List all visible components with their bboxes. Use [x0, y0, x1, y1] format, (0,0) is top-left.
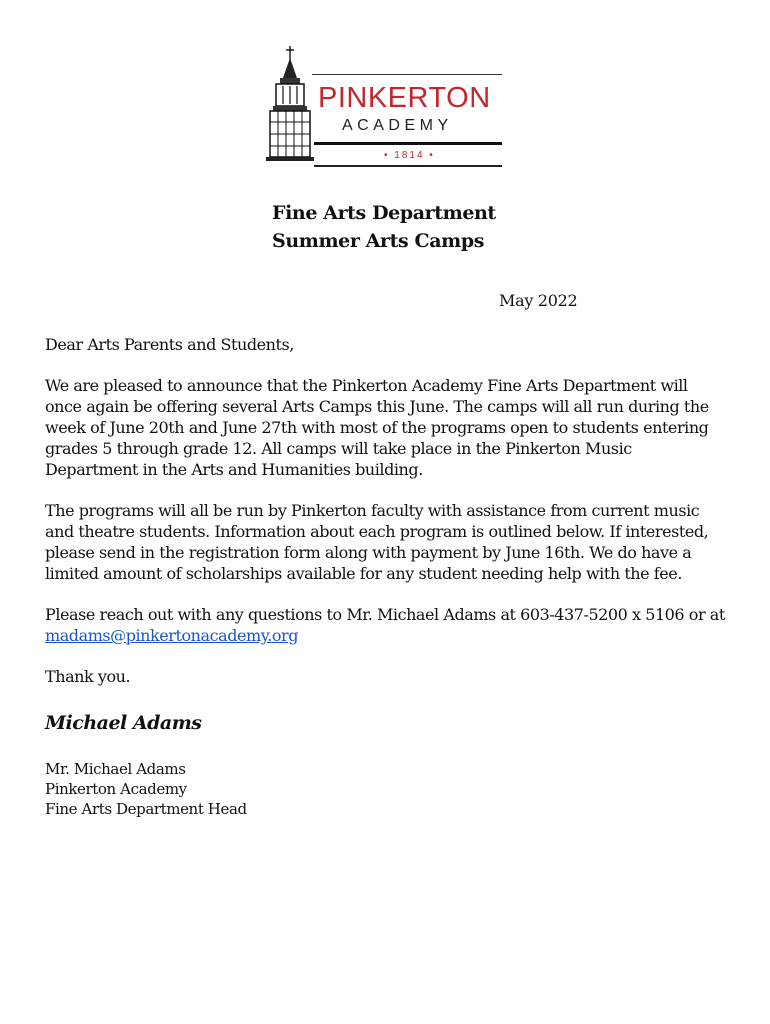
bell-tower-icon: [264, 44, 320, 162]
signature-block: [45, 759, 247, 819]
paragraph-programs: The programs will all be run by Pinkerton faculty with assistance from current music and theatre students. Information about each program is outlined below. If interested, please send in the registration form along with payment by June 16th. We do have a limited amount of scholarships available for any student needing help with the fee.: [45, 501, 709, 583]
contact-text: Please reach out with any questions to Mr. Michael Adams at 603-437-5200 x 5106 or at: [45, 605, 725, 624]
closing: Thank you.: [45, 667, 131, 686]
signer-title: Fine Arts Department Head: [45, 800, 247, 818]
pinkerton-logo: [264, 44, 506, 168]
paragraph-announcement: We are pleased to announce that the Pinkerton Academy Fine Arts Department will once again be offering several Arts Camps this June. The camps will all run during the week of June 20th and June 27th with most of the programs open to students entering grades 5 through grade 12. All camps will take place in the Pinkerton Music Department in the Arts and Humanities building.: [45, 376, 709, 479]
heading-title: Summer Arts Camps: [272, 230, 485, 252]
paragraph-contact: [45, 604, 725, 646]
logo-rule-mid: [314, 142, 502, 145]
logo-year: • 1814 •: [384, 150, 435, 161]
signer-name: Mr. Michael Adams: [45, 760, 186, 778]
logo-rule-top: [312, 74, 502, 75]
document-heading: [272, 199, 496, 255]
heading-department: Fine Arts Department: [272, 202, 496, 224]
logo-subtitle: ACADEMY: [342, 117, 453, 134]
logo-rule-bottom: [314, 165, 502, 167]
email-link[interactable]: madams@pinkertonacademy.org: [45, 626, 299, 645]
letter-body: [45, 334, 725, 707]
signer-organization: Pinkerton Academy: [45, 780, 187, 798]
letter-date: May 2022: [499, 291, 578, 310]
handwritten-signature: Michael Adams: [45, 712, 202, 734]
logo-name: PINKERTON: [318, 82, 491, 114]
salutation: Dear Arts Parents and Students,: [45, 335, 294, 354]
